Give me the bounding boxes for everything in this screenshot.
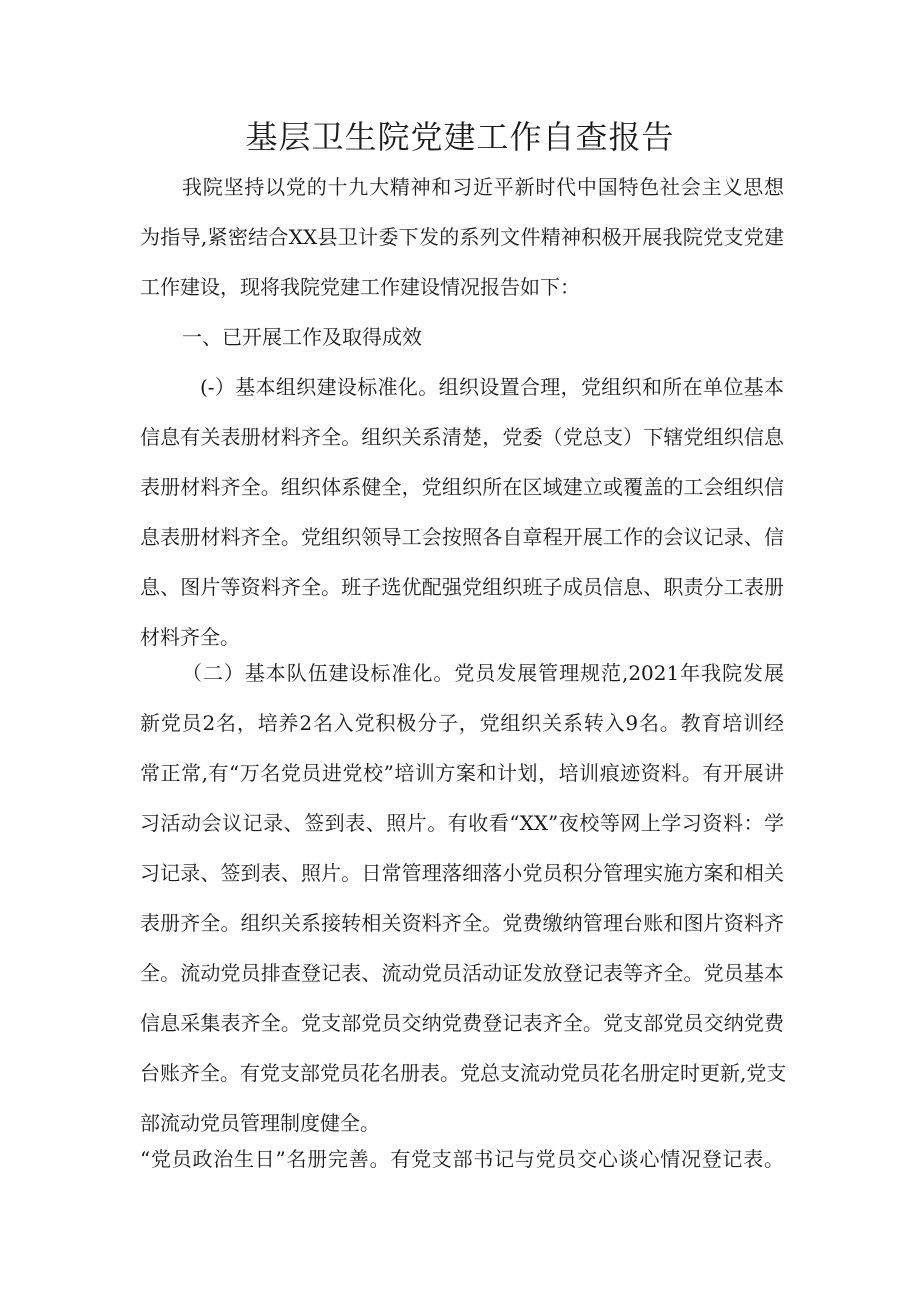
intro-line: 工作建设，现将我院党建工作建设情况报告如下： (140, 275, 580, 299)
paragraph-line: 部流动党员管理制度健全。 (140, 1111, 380, 1135)
section-heading: 一、已开展工作及取得成效 (182, 325, 422, 349)
document-title: 基层卫生院党建工作自查报告 (245, 118, 675, 156)
intro-line: 为指导,紧密结合XX县卫计委下发的系列文件精神积极开展我院党支党建 (140, 225, 784, 249)
paragraph-line: “党员政治生日”名册完善。有党支部书记与党员交心谈心情况登记表。 (140, 1147, 784, 1171)
intro-line: 我院坚持以党的十九大精神和习近平新时代中国特色社会主义思想 (182, 175, 784, 199)
paragraph-line: 全。流动党员排查登记表、流动党员活动证发放登记表等齐全。党员基本 (140, 961, 784, 985)
paragraph-line: 台账齐全。有党支部党员花名册表。党总支流动党员花名册定时更新,党支 (140, 1061, 787, 1085)
paragraph-line: 表册齐全。组织关系接转相关资料齐全。党费缴纳管理台账和图片资料齐 (140, 911, 784, 935)
paragraph-line: 表册材料齐全。组织体系健全，党组织所在区域建立或覆盖的工会组织信 (140, 475, 784, 499)
paragraph-line: 材料齐全。 (140, 625, 240, 649)
paragraph-line: (-）基本组织建设标准化。组织设置合理，党组织和所在单位基本 (200, 375, 784, 399)
paragraph-line: 常正常,有“万名党员进党校”培训方案和计划，培训痕迹资料。有开展讲 (140, 761, 784, 785)
paragraph-line: 习活动会议记录、签到表、照片。有收看“XX”夜校等网上学习资料：学 (140, 811, 784, 835)
paragraph-line: 新党员2名，培养2名入党积极分子，党组织关系转入9名。教育培训经 (140, 711, 784, 735)
paragraph-line: 信息采集表齐全。党支部党员交纳党费登记表齐全。党支部党员交纳党费 (140, 1011, 784, 1035)
paragraph-line: 习记录、签到表、照片。日常管理落细落小党员积分管理实施方案和相关 (140, 861, 784, 885)
paragraph-line: （二）基本队伍建设标准化。党员发展管理规范,2021年我院发展 (182, 661, 784, 685)
paragraph-line: 息、图片等资料齐全。班子选优配强党组织班子成员信息、职责分工表册 (140, 575, 784, 599)
paragraph-line: 信息有关表册材料齐全。组织关系清楚，党委（党总支）下辖党组织信息 (140, 425, 784, 449)
paragraph-line: 息表册材料齐全。党组织领导工会按照各自章程开展工作的会议记录、信 (140, 525, 784, 549)
